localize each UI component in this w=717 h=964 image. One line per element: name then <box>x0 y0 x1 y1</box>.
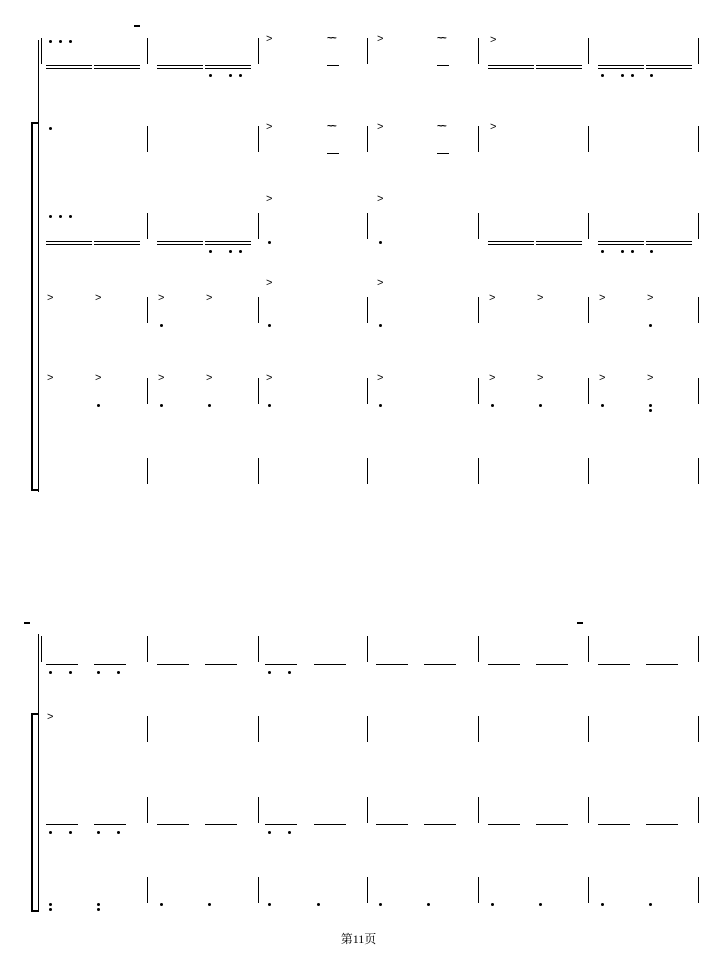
underline <box>598 68 644 69</box>
note-dot <box>49 903 52 906</box>
note-dot <box>650 250 653 253</box>
underline <box>94 68 140 69</box>
note-dot <box>268 404 271 407</box>
underline <box>536 244 582 245</box>
note-dot <box>239 74 242 77</box>
underline <box>205 241 251 242</box>
barline <box>41 38 42 64</box>
measure-number <box>577 622 583 624</box>
underline <box>646 664 678 665</box>
note-dot <box>59 40 62 43</box>
underline <box>488 664 520 665</box>
underline <box>327 153 339 154</box>
note-dot <box>69 40 72 43</box>
barline <box>698 716 699 742</box>
barline <box>258 378 259 404</box>
underline <box>205 65 251 66</box>
underline <box>157 664 189 665</box>
note-dot <box>49 908 52 911</box>
note-dot <box>160 324 163 327</box>
accent-mark: > <box>266 121 273 133</box>
note-dot <box>268 241 271 244</box>
barline <box>698 877 699 903</box>
underline <box>536 824 568 825</box>
accent-mark: > <box>647 372 654 384</box>
barline <box>367 458 368 484</box>
underline <box>157 65 203 66</box>
note-dot <box>288 671 291 674</box>
barline <box>588 458 589 484</box>
underline <box>488 244 534 245</box>
note-dot <box>621 250 624 253</box>
barline <box>698 636 699 662</box>
underline <box>94 65 140 66</box>
note-dot <box>209 74 212 77</box>
measure-number <box>134 25 140 27</box>
underline <box>437 65 449 66</box>
note-dot <box>379 404 382 407</box>
note-dot <box>49 40 52 43</box>
barline <box>258 797 259 823</box>
underline <box>314 664 346 665</box>
note-dot <box>69 215 72 218</box>
accent-mark: > <box>47 711 54 723</box>
trill-mark: ~~ <box>437 33 445 44</box>
barline <box>147 797 148 823</box>
underline <box>157 241 203 242</box>
underline <box>46 244 92 245</box>
underline <box>46 68 92 69</box>
note-dot <box>268 671 271 674</box>
note-dot <box>97 404 100 407</box>
underline <box>265 824 297 825</box>
accent-mark: > <box>647 292 654 304</box>
system-line <box>38 634 39 912</box>
barline <box>478 126 479 152</box>
note-dot <box>649 409 652 412</box>
barline <box>258 716 259 742</box>
note-dot <box>229 250 232 253</box>
note-dot <box>379 241 382 244</box>
note-dot <box>539 903 542 906</box>
barline <box>147 877 148 903</box>
barline <box>698 797 699 823</box>
note-dot <box>209 250 212 253</box>
accent-mark: > <box>537 292 544 304</box>
note-dot <box>491 404 494 407</box>
barline <box>478 297 479 323</box>
underline <box>598 824 630 825</box>
accent-mark: > <box>206 372 213 384</box>
underline <box>646 65 692 66</box>
barline <box>367 716 368 742</box>
note-dot <box>631 74 634 77</box>
note-dot <box>208 903 211 906</box>
note-dot <box>69 831 72 834</box>
underline <box>94 664 126 665</box>
accent-mark: > <box>377 121 384 133</box>
note-dot <box>117 831 120 834</box>
note-dot <box>59 215 62 218</box>
note-dot <box>621 74 624 77</box>
trill-mark: ~~ <box>327 121 335 132</box>
underline <box>598 664 630 665</box>
group-brace <box>31 123 33 491</box>
underline <box>46 241 92 242</box>
underline <box>488 824 520 825</box>
barline <box>698 213 699 239</box>
accent-mark: > <box>158 372 165 384</box>
barline <box>588 877 589 903</box>
barline <box>367 797 368 823</box>
accent-mark: > <box>95 292 102 304</box>
underline <box>488 241 534 242</box>
brace-top <box>31 713 38 715</box>
accent-mark: > <box>266 193 273 205</box>
barline <box>258 636 259 662</box>
accent-mark: > <box>489 372 496 384</box>
note-dot <box>160 903 163 906</box>
barline <box>367 38 368 64</box>
note-dot <box>117 671 120 674</box>
barline <box>147 716 148 742</box>
note-dot <box>160 404 163 407</box>
barline <box>478 636 479 662</box>
underline <box>205 68 251 69</box>
accent-mark: > <box>377 372 384 384</box>
underline <box>157 244 203 245</box>
underline <box>646 824 678 825</box>
underline <box>488 65 534 66</box>
note-dot <box>97 903 100 906</box>
barline <box>367 126 368 152</box>
barline <box>588 716 589 742</box>
barline <box>367 378 368 404</box>
note-dot <box>239 250 242 253</box>
barline <box>698 458 699 484</box>
accent-mark: > <box>599 372 606 384</box>
accent-mark: > <box>158 292 165 304</box>
note-dot <box>649 903 652 906</box>
barline <box>147 213 148 239</box>
accent-mark: > <box>377 33 384 45</box>
note-dot <box>208 404 211 407</box>
underline <box>314 824 346 825</box>
barline <box>478 797 479 823</box>
underline <box>376 824 408 825</box>
brace-bottom <box>31 489 38 491</box>
note-dot <box>317 903 320 906</box>
underline <box>536 241 582 242</box>
barline <box>478 213 479 239</box>
accent-mark: > <box>377 193 384 205</box>
accent-mark: > <box>377 277 384 289</box>
barline <box>367 636 368 662</box>
barline <box>258 297 259 323</box>
barline <box>588 213 589 239</box>
barline <box>478 38 479 64</box>
accent-mark: > <box>206 292 213 304</box>
barline <box>698 126 699 152</box>
note-dot <box>268 903 271 906</box>
barline <box>478 458 479 484</box>
accent-mark: > <box>47 292 54 304</box>
note-dot <box>49 127 52 130</box>
underline <box>205 244 251 245</box>
underline <box>94 241 140 242</box>
accent-mark: > <box>95 372 102 384</box>
barline <box>147 378 148 404</box>
accent-mark: > <box>490 121 497 133</box>
barline <box>367 213 368 239</box>
accent-mark: > <box>489 292 496 304</box>
underline <box>46 824 78 825</box>
note-dot <box>649 324 652 327</box>
brace-bottom <box>31 910 38 912</box>
underline <box>598 244 644 245</box>
note-dot <box>650 74 653 77</box>
note-dot <box>601 250 604 253</box>
note-dot <box>268 324 271 327</box>
underline <box>646 68 692 69</box>
note-dot <box>379 903 382 906</box>
barline <box>698 378 699 404</box>
barline <box>147 636 148 662</box>
system-line <box>38 40 39 492</box>
note-dot <box>601 74 604 77</box>
underline <box>94 824 126 825</box>
underline <box>46 664 78 665</box>
page-number: 第11页 <box>340 932 377 946</box>
barline <box>147 458 148 484</box>
barline <box>588 38 589 64</box>
note-dot <box>601 404 604 407</box>
barline <box>258 877 259 903</box>
note-dot <box>631 250 634 253</box>
barline <box>698 38 699 64</box>
barline <box>147 297 148 323</box>
underline <box>536 68 582 69</box>
barline <box>258 213 259 239</box>
underline <box>536 664 568 665</box>
barline <box>698 297 699 323</box>
note-dot <box>97 831 100 834</box>
underline <box>646 241 692 242</box>
underline <box>437 153 449 154</box>
accent-mark: > <box>537 372 544 384</box>
barline <box>147 38 148 64</box>
underline <box>205 664 237 665</box>
trill-mark: ~~ <box>437 121 445 132</box>
barline <box>478 378 479 404</box>
barline <box>588 297 589 323</box>
barline <box>147 126 148 152</box>
underline <box>157 68 203 69</box>
barline <box>258 458 259 484</box>
note-dot <box>288 831 291 834</box>
note-dot <box>268 831 271 834</box>
underline <box>536 65 582 66</box>
note-dot <box>427 903 430 906</box>
accent-mark: > <box>266 372 273 384</box>
note-dot <box>49 831 52 834</box>
underline <box>265 664 297 665</box>
brace-top <box>31 122 38 124</box>
barline <box>258 38 259 64</box>
underline <box>157 824 189 825</box>
measure-number <box>24 622 30 624</box>
accent-mark: > <box>266 33 273 45</box>
underline <box>598 241 644 242</box>
note-dot <box>49 671 52 674</box>
underline <box>46 65 92 66</box>
barline <box>588 126 589 152</box>
underline <box>488 68 534 69</box>
underline <box>424 824 456 825</box>
underline <box>94 244 140 245</box>
barline <box>367 877 368 903</box>
barline <box>588 636 589 662</box>
barline <box>478 877 479 903</box>
note-dot <box>491 903 494 906</box>
underline <box>327 65 339 66</box>
barline <box>258 126 259 152</box>
trill-mark: ~~ <box>327 33 335 44</box>
note-dot <box>97 671 100 674</box>
underline <box>376 664 408 665</box>
group-brace <box>31 714 33 912</box>
underline <box>424 664 456 665</box>
note-dot <box>97 908 100 911</box>
note-dot <box>379 324 382 327</box>
underline <box>646 244 692 245</box>
note-dot <box>69 671 72 674</box>
accent-mark: > <box>490 34 497 46</box>
note-dot <box>229 74 232 77</box>
barline <box>367 297 368 323</box>
note-dot <box>49 215 52 218</box>
underline <box>598 65 644 66</box>
note-dot <box>649 404 652 407</box>
note-dot <box>601 903 604 906</box>
accent-mark: > <box>47 372 54 384</box>
underline <box>205 824 237 825</box>
barline <box>588 378 589 404</box>
barline <box>478 716 479 742</box>
barline <box>588 797 589 823</box>
accent-mark: > <box>599 292 606 304</box>
note-dot <box>539 404 542 407</box>
barline <box>41 636 42 662</box>
accent-mark: > <box>266 277 273 289</box>
